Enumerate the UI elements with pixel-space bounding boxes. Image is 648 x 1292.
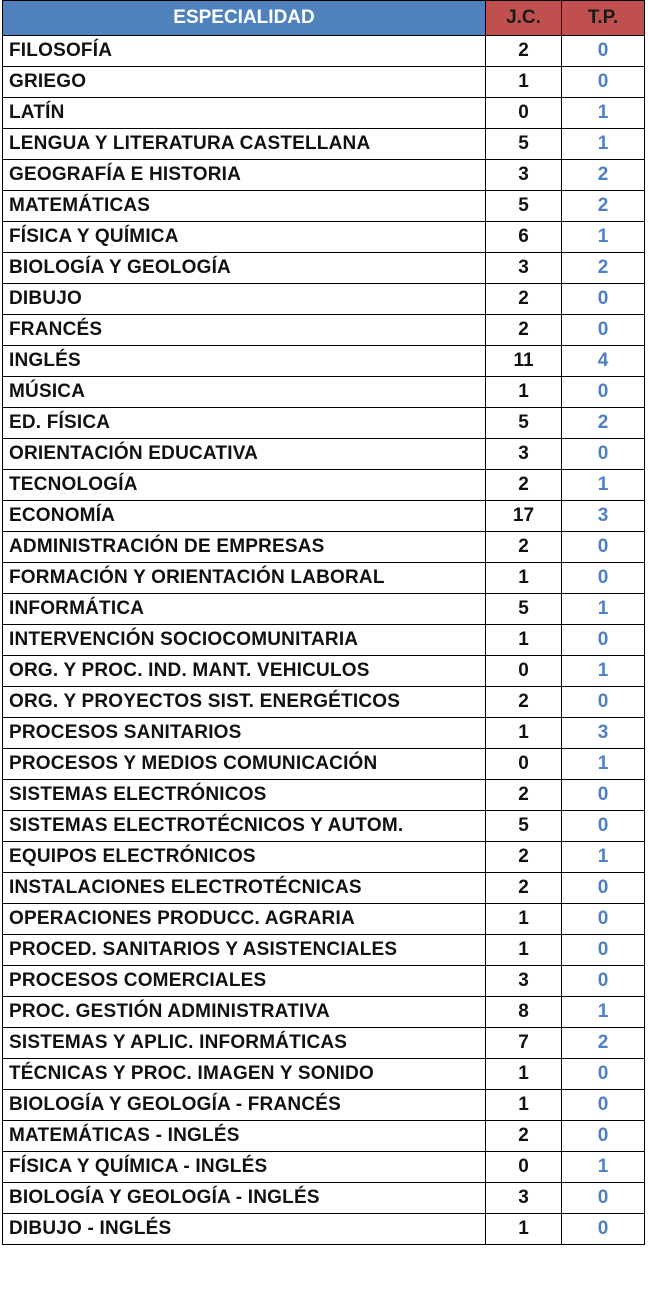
jc-cell[interactable]: 2 xyxy=(486,873,562,904)
tp-cell[interactable]: 0 xyxy=(562,284,645,315)
tp-cell[interactable]: 1 xyxy=(562,129,645,160)
jc-cell[interactable]: 1 xyxy=(486,625,562,656)
table-row xyxy=(3,98,645,129)
jc-cell[interactable]: 2 xyxy=(486,284,562,315)
especialidad-cell[interactable]: FÍSICA Y QUÍMICA xyxy=(3,222,486,253)
table-row xyxy=(3,935,645,966)
tp-cell[interactable]: 2 xyxy=(562,160,645,191)
jc-cell[interactable]: 3 xyxy=(486,439,562,470)
table-row xyxy=(3,346,645,377)
tp-cell[interactable]: 3 xyxy=(562,501,645,532)
tp-cell[interactable]: 2 xyxy=(562,408,645,439)
especialidad-cell[interactable]: SISTEMAS Y APLIC. INFORMÁTICAS xyxy=(3,1028,486,1059)
jc-cell[interactable]: 1 xyxy=(486,563,562,594)
tp-cell[interactable]: 0 xyxy=(562,377,645,408)
table-row xyxy=(3,377,645,408)
table-row xyxy=(3,501,645,532)
table-row xyxy=(3,1152,645,1183)
tp-cell[interactable]: 1 xyxy=(562,749,645,780)
table-row xyxy=(3,67,645,98)
jc-cell[interactable]: 2 xyxy=(486,470,562,501)
especialidad-cell[interactable]: BIOLOGÍA Y GEOLOGÍA - FRANCÉS xyxy=(3,1090,486,1121)
jc-cell[interactable]: 1 xyxy=(486,67,562,98)
especialidad-cell[interactable]: ADMINISTRACIÓN DE EMPRESAS xyxy=(3,532,486,563)
especialidad-cell[interactable]: ORG. Y PROC. IND. MANT. VEHICULOS xyxy=(3,656,486,687)
table-row xyxy=(3,687,645,718)
especialidad-cell[interactable]: PROCESOS SANITARIOS xyxy=(3,718,486,749)
jc-cell[interactable]: 6 xyxy=(486,222,562,253)
table-row xyxy=(3,36,645,67)
table-row xyxy=(3,532,645,563)
tp-cell[interactable]: 1 xyxy=(562,222,645,253)
table-row xyxy=(3,811,645,842)
tp-cell[interactable]: 0 xyxy=(562,935,645,966)
especialidad-cell[interactable]: PROC. GESTIÓN ADMINISTRATIVA xyxy=(3,997,486,1028)
jc-cell[interactable]: 0 xyxy=(486,1152,562,1183)
tp-cell[interactable]: 1 xyxy=(562,98,645,129)
jc-cell[interactable]: 0 xyxy=(486,749,562,780)
tp-cell[interactable]: 0 xyxy=(562,966,645,997)
tp-cell[interactable]: 0 xyxy=(562,1090,645,1121)
table-header xyxy=(3,1,645,36)
jc-cell[interactable]: 1 xyxy=(486,1090,562,1121)
tp-cell[interactable]: 1 xyxy=(562,470,645,501)
tp-cell[interactable]: 0 xyxy=(562,687,645,718)
especialidad-cell[interactable]: FILOSOFÍA xyxy=(3,36,486,67)
jc-cell[interactable]: 17 xyxy=(486,501,562,532)
tp-cell[interactable]: 0 xyxy=(562,1059,645,1090)
jc-cell[interactable]: 8 xyxy=(486,997,562,1028)
jc-cell[interactable]: 1 xyxy=(486,935,562,966)
table-row xyxy=(3,842,645,873)
especialidad-cell[interactable]: LATÍN xyxy=(3,98,486,129)
header-jc[interactable]: J.C. xyxy=(486,1,562,36)
especialidad-cell[interactable]: FRANCÉS xyxy=(3,315,486,346)
table-row xyxy=(3,284,645,315)
jc-cell[interactable]: 2 xyxy=(486,315,562,346)
tp-cell[interactable]: 0 xyxy=(562,904,645,935)
tp-cell[interactable]: 0 xyxy=(562,563,645,594)
jc-cell[interactable]: 2 xyxy=(486,842,562,873)
jc-cell[interactable]: 11 xyxy=(486,346,562,377)
jc-cell[interactable]: 5 xyxy=(486,811,562,842)
especialidad-cell[interactable]: MÚSICA xyxy=(3,377,486,408)
tp-cell[interactable]: 1 xyxy=(562,1152,645,1183)
jc-cell[interactable]: 2 xyxy=(486,36,562,67)
header-row xyxy=(3,1,645,36)
jc-cell[interactable]: 2 xyxy=(486,780,562,811)
table-row xyxy=(3,439,645,470)
jc-cell[interactable]: 5 xyxy=(486,594,562,625)
table-row xyxy=(3,749,645,780)
table-row xyxy=(3,470,645,501)
table-row xyxy=(3,1183,645,1214)
jc-cell[interactable]: 1 xyxy=(486,377,562,408)
jc-cell[interactable]: 1 xyxy=(486,718,562,749)
table-row xyxy=(3,594,645,625)
tp-cell[interactable]: 0 xyxy=(562,873,645,904)
especialidad-cell[interactable]: INFORMÁTICA xyxy=(3,594,486,625)
table-row xyxy=(3,1090,645,1121)
table-row xyxy=(3,191,645,222)
tp-cell[interactable]: 0 xyxy=(562,532,645,563)
especialidad-cell[interactable]: PROCESOS COMERCIALES xyxy=(3,966,486,997)
especialidad-cell[interactable]: SISTEMAS ELECTROTÉCNICOS Y AUTOM. xyxy=(3,811,486,842)
table-row xyxy=(3,315,645,346)
especialidad-cell[interactable]: MATEMÁTICAS - INGLÉS xyxy=(3,1121,486,1152)
table-row xyxy=(3,253,645,284)
jc-cell[interactable]: 0 xyxy=(486,98,562,129)
especialidad-cell[interactable]: PROCESOS Y MEDIOS COMUNICACIÓN xyxy=(3,749,486,780)
especialidad-cell[interactable]: INGLÉS xyxy=(3,346,486,377)
table-row xyxy=(3,563,645,594)
especialidad-table xyxy=(2,0,645,1245)
jc-cell[interactable]: 3 xyxy=(486,160,562,191)
tp-cell[interactable]: 2 xyxy=(562,253,645,284)
especialidad-cell[interactable]: BIOLOGÍA Y GEOLOGÍA xyxy=(3,253,486,284)
tp-cell[interactable]: 0 xyxy=(562,315,645,346)
tp-cell[interactable]: 3 xyxy=(562,718,645,749)
tp-cell[interactable]: 0 xyxy=(562,1214,645,1245)
header-especialidad[interactable]: ESPECIALIDAD xyxy=(3,1,486,36)
tp-cell[interactable]: 1 xyxy=(562,656,645,687)
tp-cell[interactable]: 4 xyxy=(562,346,645,377)
tp-cell[interactable]: 0 xyxy=(562,1121,645,1152)
table-row xyxy=(3,1059,645,1090)
table-row xyxy=(3,780,645,811)
table-body xyxy=(3,36,645,1245)
especialidad-cell[interactable]: MATEMÁTICAS xyxy=(3,191,486,222)
jc-cell[interactable]: 1 xyxy=(486,1214,562,1245)
tp-cell[interactable]: 1 xyxy=(562,842,645,873)
table-row xyxy=(3,1214,645,1245)
jc-cell[interactable]: 2 xyxy=(486,687,562,718)
especialidad-cell[interactable]: DIBUJO - INGLÉS xyxy=(3,1214,486,1245)
especialidad-cell[interactable]: DIBUJO xyxy=(3,284,486,315)
especialidad-cell[interactable]: ECONOMÍA xyxy=(3,501,486,532)
jc-cell[interactable]: 5 xyxy=(486,191,562,222)
especialidad-cell[interactable]: GRIEGO xyxy=(3,67,486,98)
table-row xyxy=(3,1121,645,1152)
tp-cell[interactable]: 1 xyxy=(562,997,645,1028)
especialidad-cell[interactable]: SISTEMAS ELECTRÓNICOS xyxy=(3,780,486,811)
jc-cell[interactable]: 3 xyxy=(486,966,562,997)
table-row xyxy=(3,873,645,904)
especialidad-cell[interactable]: TÉCNICAS Y PROC. IMAGEN Y SONIDO xyxy=(3,1059,486,1090)
tp-cell[interactable]: 0 xyxy=(562,439,645,470)
especialidad-cell[interactable]: PROCED. SANITARIOS Y ASISTENCIALES xyxy=(3,935,486,966)
tp-cell[interactable]: 2 xyxy=(562,1028,645,1059)
table-row xyxy=(3,1028,645,1059)
table-row xyxy=(3,966,645,997)
tp-cell[interactable]: 1 xyxy=(562,594,645,625)
jc-cell[interactable]: 1 xyxy=(486,1059,562,1090)
especialidad-cell[interactable]: EQUIPOS ELECTRÓNICOS xyxy=(3,842,486,873)
jc-cell[interactable]: 2 xyxy=(486,1121,562,1152)
tp-cell[interactable]: 2 xyxy=(562,191,645,222)
table-row xyxy=(3,222,645,253)
especialidad-cell[interactable]: ORIENTACIÓN EDUCATIVA xyxy=(3,439,486,470)
table-row xyxy=(3,408,645,439)
table-row xyxy=(3,656,645,687)
table-row xyxy=(3,997,645,1028)
jc-cell[interactable]: 3 xyxy=(486,253,562,284)
jc-cell[interactable]: 0 xyxy=(486,656,562,687)
especialidad-cell[interactable]: ORG. Y PROYECTOS SIST. ENERGÉTICOS xyxy=(3,687,486,718)
especialidad-cell[interactable]: FORMACIÓN Y ORIENTACIÓN LABORAL xyxy=(3,563,486,594)
table-row xyxy=(3,160,645,191)
especialidad-cell[interactable]: GEOGRAFÍA E HISTORIA xyxy=(3,160,486,191)
especialidad-cell[interactable]: FÍSICA Y QUÍMICA - INGLÉS xyxy=(3,1152,486,1183)
table-row xyxy=(3,904,645,935)
tp-cell[interactable]: 0 xyxy=(562,36,645,67)
table-row xyxy=(3,625,645,656)
jc-cell[interactable]: 2 xyxy=(486,532,562,563)
especialidad-cell[interactable]: BIOLOGÍA Y GEOLOGÍA - INGLÉS xyxy=(3,1183,486,1214)
table-row xyxy=(3,129,645,160)
especialidad-cell[interactable]: OPERACIONES PRODUCC. AGRARIA xyxy=(3,904,486,935)
tp-cell[interactable]: 0 xyxy=(562,67,645,98)
tp-cell[interactable]: 0 xyxy=(562,625,645,656)
jc-cell[interactable]: 3 xyxy=(486,1183,562,1214)
table-row xyxy=(3,718,645,749)
jc-cell[interactable]: 7 xyxy=(486,1028,562,1059)
especialidad-cell[interactable]: INSTALACIONES ELECTROTÉCNICAS xyxy=(3,873,486,904)
tp-cell[interactable]: 0 xyxy=(562,811,645,842)
especialidad-cell[interactable]: TECNOLOGÍA xyxy=(3,470,486,501)
tp-cell[interactable]: 0 xyxy=(562,780,645,811)
especialidad-cell[interactable]: INTERVENCIÓN SOCIOCOMUNITARIA xyxy=(3,625,486,656)
jc-cell[interactable]: 5 xyxy=(486,129,562,160)
especialidad-cell[interactable]: LENGUA Y LITERATURA CASTELLANA xyxy=(3,129,486,160)
jc-cell[interactable]: 1 xyxy=(486,904,562,935)
jc-cell[interactable]: 5 xyxy=(486,408,562,439)
especialidad-cell[interactable]: ED. FÍSICA xyxy=(3,408,486,439)
header-tp[interactable]: T.P. xyxy=(562,1,645,36)
tp-cell[interactable]: 0 xyxy=(562,1183,645,1214)
